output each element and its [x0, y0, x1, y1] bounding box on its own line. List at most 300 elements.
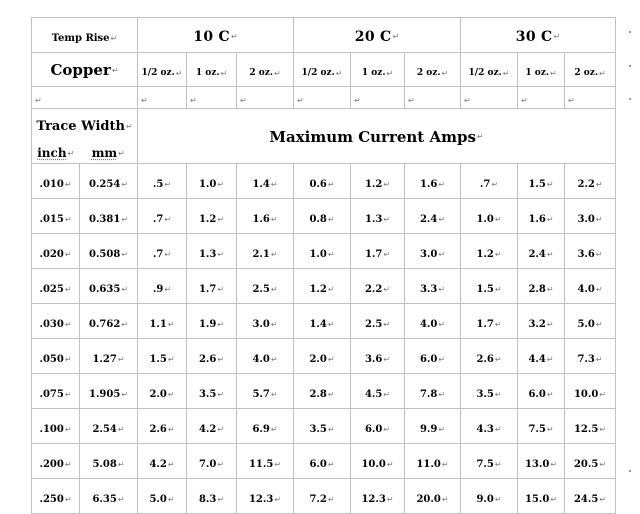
current-value-cell-text: 1.5 [528, 178, 546, 190]
current-value-cell[interactable] [405, 479, 461, 514]
current-value-cell[interactable] [351, 479, 405, 514]
paragraph-mark: ↵ [167, 459, 175, 469]
paragraph-mark: ↵ [217, 494, 225, 504]
current-value-cell[interactable] [237, 304, 294, 339]
paragraph-mark: ↵ [167, 494, 175, 504]
paragraph-mark: ↵ [327, 214, 335, 224]
current-value-cell-text: 10.0 [361, 458, 386, 470]
current-value-cell[interactable] [351, 444, 405, 479]
current-value-cell-text: 11.5 [248, 458, 274, 470]
current-value-cell[interactable] [351, 269, 405, 304]
current-value-cell[interactable] [187, 164, 237, 199]
paragraph-mark: ↵ [64, 319, 72, 329]
current-value-cell[interactable] [405, 409, 461, 444]
current-value-cell-text: 1.0 [309, 248, 327, 260]
current-value-cell[interactable] [138, 444, 187, 479]
current-value-cell[interactable] [518, 164, 565, 199]
table-row [32, 234, 616, 269]
temp-10c-cell[interactable] [138, 18, 294, 53]
current-value-cell[interactable] [461, 199, 518, 234]
current-value-cell[interactable] [518, 304, 565, 339]
paragraph-mark: ↵ [64, 459, 72, 469]
inch-cell[interactable] [32, 199, 80, 234]
inch-cell-text: .015 [39, 213, 64, 225]
max-current-label: Maximum Current Amps [269, 127, 476, 146]
current-value-cell[interactable] [351, 409, 405, 444]
current-value-cell-text: 4.0 [577, 283, 595, 295]
current-value-cell[interactable] [187, 234, 237, 269]
inch-cell[interactable] [32, 409, 80, 444]
mm-cell[interactable] [80, 199, 138, 234]
paragraph-mark: ↵ [383, 284, 391, 294]
current-value-cell[interactable] [237, 409, 294, 444]
paragraph-mark: ↵ [274, 459, 282, 469]
current-value-cell[interactable] [405, 269, 461, 304]
current-value-cell[interactable] [138, 479, 187, 514]
temp-10c-label: 10 C [193, 28, 230, 45]
current-value-cell[interactable] [187, 479, 237, 514]
blank-cell[interactable] [138, 87, 187, 109]
inch-cell-text: .100 [39, 423, 64, 435]
temp-30c-cell[interactable] [461, 18, 616, 53]
paragraph-mark: ↵ [441, 494, 449, 504]
temp-rise-label: Temp Rise [51, 32, 110, 44]
blank-cell[interactable] [518, 87, 565, 109]
current-value-cell-text: 1.4 [309, 318, 327, 330]
paragraph-mark: ↵ [392, 32, 400, 41]
weight-half-oz-col-3[interactable] [461, 53, 518, 87]
paragraph-mark: ↵ [383, 389, 391, 399]
current-value-cell[interactable] [461, 304, 518, 339]
current-value-cell[interactable] [565, 269, 616, 304]
inch-cell-text: .030 [39, 318, 64, 330]
weight-half-oz-col-2[interactable] [294, 53, 351, 87]
current-value-cell-text: 3.5 [309, 423, 327, 435]
paragraph-mark: ↵ [164, 214, 172, 224]
current-value-cell-text: 3.5 [476, 388, 494, 400]
paragraph-mark: ↵ [476, 132, 484, 141]
paragraph-mark: ↵ [550, 459, 558, 469]
table-row [32, 374, 616, 409]
current-value-cell-text: 5.0 [149, 493, 167, 505]
paragraph-mark: ↵ [121, 284, 129, 294]
current-value-cell[interactable] [294, 374, 351, 409]
current-value-cell[interactable] [138, 304, 187, 339]
paragraph-mark: ↵ [383, 424, 391, 434]
current-value-cell[interactable] [405, 234, 461, 269]
inch-cell[interactable] [32, 339, 80, 374]
inch-cell-text: .025 [39, 283, 64, 295]
table-row [32, 409, 616, 444]
current-value-cell[interactable] [565, 444, 616, 479]
mm-cell-text: 0.381 [88, 213, 121, 225]
current-value-cell[interactable] [518, 269, 565, 304]
mm-cell[interactable] [80, 444, 138, 479]
current-value-cell[interactable] [405, 339, 461, 374]
paragraph-mark: ↵ [327, 494, 335, 504]
paragraph-mark: ↵ [327, 319, 335, 329]
weight-one-oz-col-3-text: 1 oz. [525, 68, 549, 78]
inch-cell[interactable] [32, 374, 80, 409]
current-value-cell[interactable] [518, 234, 565, 269]
weight-two-oz-col-3[interactable] [565, 53, 616, 87]
current-value-cell[interactable] [565, 339, 616, 374]
paragraph-mark: ↵ [125, 122, 133, 131]
inch-cell[interactable] [32, 234, 80, 269]
current-value-cell[interactable] [518, 409, 565, 444]
inch-cell[interactable] [32, 479, 80, 514]
paragraph-mark: ↵ [167, 319, 175, 329]
paragraph-mark: ↵ [599, 389, 607, 399]
current-value-cell-text: .5 [152, 178, 164, 190]
current-value-cell-text: 1.7 [364, 248, 383, 260]
current-value-cell[interactable] [461, 444, 518, 479]
paragraph-mark: ↵ [270, 179, 278, 189]
current-value-cell[interactable] [138, 409, 187, 444]
current-value-cell[interactable] [351, 234, 405, 269]
current-value-cell-text: .7 [152, 248, 164, 260]
current-value-cell[interactable] [461, 374, 518, 409]
current-value-cell[interactable] [237, 479, 294, 514]
current-value-cell[interactable] [565, 479, 616, 514]
paragraph-mark: ↵ [64, 284, 72, 294]
current-value-cell[interactable] [237, 269, 294, 304]
current-value-cell[interactable] [187, 304, 237, 339]
paragraph-mark: ↵ [270, 249, 278, 259]
current-value-cell-text: 2.8 [309, 388, 327, 400]
current-value-cell[interactable] [237, 234, 294, 269]
paragraph-mark: ↵ [438, 179, 446, 189]
weight-two-oz-col-1[interactable] [237, 53, 294, 87]
mm-cell[interactable] [80, 304, 138, 339]
trace-width-label: Trace Width [36, 119, 125, 134]
paragraph-mark: ↵ [550, 494, 558, 504]
row-end-mark [629, 98, 631, 100]
blank-row [32, 87, 616, 109]
paragraph-mark: ↵ [438, 424, 446, 434]
mm-cell[interactable] [80, 374, 138, 409]
current-value-cell-text: 3.0 [252, 318, 270, 330]
current-value-cell[interactable] [294, 479, 351, 514]
current-value-cell-text: 2.4 [419, 213, 438, 225]
mm-cell[interactable] [80, 269, 138, 304]
paragraph-mark: ↵ [441, 459, 449, 469]
paragraph-mark: ↵ [327, 284, 335, 294]
current-value-cell[interactable] [138, 339, 187, 374]
current-value-cell[interactable] [565, 199, 616, 234]
current-value-cell-text: 2.5 [252, 283, 270, 295]
trace-width-cell[interactable] [32, 109, 138, 141]
paragraph-mark: ↵ [549, 68, 557, 78]
inch-cell[interactable] [32, 304, 80, 339]
current-value-cell-text: 0.6 [309, 178, 327, 190]
paragraph-mark: ↵ [546, 424, 554, 434]
mm-cell-text: 5.08 [92, 458, 117, 470]
current-value-cell[interactable] [461, 339, 518, 374]
paragraph-mark: ↵ [599, 494, 607, 504]
current-value-cell[interactable] [138, 374, 187, 409]
current-value-cell-text: 9.9 [419, 423, 438, 435]
blank-cell[interactable] [294, 87, 351, 109]
paragraph-mark: ↵ [438, 214, 446, 224]
current-value-cell[interactable] [237, 339, 294, 374]
copper-label: Copper [50, 61, 111, 79]
weight-one-oz-col-3[interactable] [518, 53, 565, 87]
paragraph-mark: ↵ [141, 96, 148, 105]
current-value-cell-text: .7 [152, 213, 164, 225]
weight-one-oz-col-1-text: 1 oz. [195, 68, 220, 78]
mm-label: mm [91, 146, 118, 160]
current-value-cell[interactable] [237, 164, 294, 199]
current-value-cell-text: 4.2 [198, 423, 217, 435]
paragraph-mark: ↵ [117, 424, 125, 434]
paragraph-mark: ↵ [408, 96, 415, 105]
paragraph-mark: ↵ [494, 494, 502, 504]
paragraph-mark: ↵ [217, 424, 225, 434]
current-value-cell[interactable] [237, 199, 294, 234]
mm-cell[interactable] [80, 409, 138, 444]
table-row [32, 199, 616, 234]
current-value-cell[interactable] [187, 339, 237, 374]
current-value-cell-text: 2.5 [364, 318, 383, 330]
current-value-cell-text: 0.8 [309, 213, 327, 225]
weight-one-oz-col-1[interactable] [187, 53, 237, 87]
inch-unit-cell[interactable] [32, 140, 80, 164]
current-value-cell[interactable] [565, 234, 616, 269]
paragraph-mark: ↵ [217, 214, 225, 224]
trace-width-current-table [31, 17, 616, 514]
paragraph-mark: ↵ [270, 319, 278, 329]
current-value-cell[interactable] [518, 444, 565, 479]
paragraph-mark: ↵ [595, 319, 603, 329]
paragraph-mark: ↵ [270, 424, 278, 434]
max-current-cell[interactable] [138, 109, 616, 164]
current-value-cell[interactable] [138, 269, 187, 304]
weight-half-oz-col-1-text: 1/2 oz. [141, 68, 175, 78]
current-value-cell[interactable] [294, 444, 351, 479]
current-value-cell-text: 4.0 [252, 353, 270, 365]
current-value-cell[interactable] [405, 444, 461, 479]
paragraph-mark: ↵ [273, 68, 281, 78]
current-value-cell[interactable] [518, 339, 565, 374]
paragraph-mark: ↵ [327, 424, 335, 434]
mm-cell-text: 6.35 [92, 493, 117, 505]
current-value-cell-text: 6.0 [309, 458, 327, 470]
weight-half-oz-col-1[interactable] [138, 53, 187, 87]
paragraph-mark: ↵ [546, 214, 554, 224]
current-value-cell[interactable] [294, 304, 351, 339]
current-value-cell[interactable] [187, 374, 237, 409]
blank-cell[interactable] [565, 87, 616, 109]
current-value-cell-text: 3.0 [419, 248, 438, 260]
paragraph-mark: ↵ [464, 96, 471, 105]
paragraph-mark: ↵ [274, 494, 282, 504]
current-value-cell-text: 7.3 [577, 353, 595, 365]
paragraph-mark: ↵ [494, 459, 502, 469]
mm-cell-text: 0.762 [88, 318, 121, 330]
mm-cell[interactable] [80, 479, 138, 514]
paragraph-mark: ↵ [220, 68, 228, 78]
current-value-cell[interactable] [237, 374, 294, 409]
mm-cell[interactable] [80, 339, 138, 374]
current-value-cell[interactable] [138, 234, 187, 269]
current-value-cell-text: 1.5 [476, 283, 494, 295]
inch-cell[interactable] [32, 269, 80, 304]
inch-cell[interactable] [32, 444, 80, 479]
current-value-cell[interactable] [405, 164, 461, 199]
paragraph-mark: ↵ [438, 319, 446, 329]
current-value-cell[interactable] [138, 164, 187, 199]
paragraph-mark: ↵ [494, 389, 502, 399]
paragraph-mark: ↵ [599, 424, 607, 434]
current-value-cell[interactable] [187, 269, 237, 304]
current-value-cell-text: 6.0 [528, 388, 546, 400]
current-value-cell[interactable] [461, 164, 518, 199]
current-value-cell[interactable] [138, 199, 187, 234]
current-value-cell-text: 20.0 [416, 493, 441, 505]
paragraph-mark: ↵ [121, 214, 129, 224]
paragraph-mark: ↵ [595, 249, 603, 259]
current-value-cell[interactable] [294, 409, 351, 444]
current-value-cell-text: 2.2 [577, 178, 595, 190]
current-value-cell-text: 1.0 [198, 178, 217, 190]
current-value-cell-text: 3.2 [528, 318, 546, 330]
row-end-mark [629, 65, 631, 67]
paragraph-mark: ↵ [383, 319, 391, 329]
temp-rise-cell[interactable] [32, 18, 138, 53]
paragraph-mark: ↵ [231, 32, 238, 41]
current-value-cell-text: 5.7 [252, 388, 270, 400]
paragraph-mark: ↵ [553, 32, 561, 41]
current-value-cell[interactable] [294, 339, 351, 374]
blank-cell[interactable] [461, 87, 518, 109]
current-value-cell[interactable] [187, 444, 237, 479]
paragraph-mark: ↵ [502, 68, 510, 78]
current-value-cell[interactable] [565, 304, 616, 339]
weight-half-oz-col-3-text: 1/2 oz. [468, 68, 502, 78]
current-value-cell-text: 12.3 [361, 493, 386, 505]
paragraph-mark: ↵ [383, 179, 391, 189]
paragraph-mark: ↵ [117, 494, 125, 504]
current-value-cell[interactable] [237, 444, 294, 479]
current-value-cell[interactable] [187, 199, 237, 234]
mm-cell[interactable] [80, 234, 138, 269]
blank-cell[interactable] [405, 87, 461, 109]
paragraph-mark: ↵ [386, 494, 394, 504]
current-value-cell[interactable] [405, 304, 461, 339]
current-value-cell-text: 4.5 [364, 388, 383, 400]
current-value-cell[interactable] [565, 164, 616, 199]
current-value-cell-text: 12.5 [573, 423, 599, 435]
current-value-cell[interactable] [405, 199, 461, 234]
paragraph-mark: ↵ [64, 214, 72, 224]
paragraph-mark: ↵ [438, 249, 446, 259]
blank-cell[interactable] [32, 87, 138, 109]
current-value-cell[interactable] [565, 409, 616, 444]
mm-cell-text: 0.635 [88, 283, 121, 295]
current-value-cell[interactable] [461, 479, 518, 514]
paragraph-mark: ↵ [438, 284, 446, 294]
current-value-cell[interactable] [351, 304, 405, 339]
paragraph-mark: ↵ [327, 389, 335, 399]
paragraph-mark: ↵ [64, 389, 72, 399]
current-value-cell[interactable] [518, 374, 565, 409]
paragraph-mark: ↵ [494, 424, 502, 434]
current-value-cell[interactable] [461, 269, 518, 304]
paragraph-mark: ↵ [110, 33, 118, 43]
mm-cell[interactable] [80, 164, 138, 199]
current-value-cell[interactable] [461, 234, 518, 269]
blank-cell[interactable] [351, 87, 405, 109]
current-value-cell[interactable] [294, 164, 351, 199]
current-value-cell-text: 12.3 [248, 493, 274, 505]
paragraph-mark: ↵ [494, 214, 502, 224]
paragraph-mark: ↵ [599, 459, 607, 469]
weight-two-oz-col-2[interactable] [405, 53, 461, 87]
paragraph-mark: ↵ [167, 424, 175, 434]
blank-cell[interactable] [237, 87, 294, 109]
current-value-cell[interactable] [351, 339, 405, 374]
current-value-cell-text: 7.8 [419, 388, 438, 400]
current-value-cell[interactable] [461, 409, 518, 444]
weight-one-oz-col-2[interactable] [351, 53, 405, 87]
blank-cell[interactable] [187, 87, 237, 109]
current-value-cell[interactable] [565, 374, 616, 409]
paragraph-mark: ↵ [546, 249, 554, 259]
current-value-cell[interactable] [294, 199, 351, 234]
current-value-cell[interactable] [518, 199, 565, 234]
table-row [32, 269, 616, 304]
paragraph-mark: ↵ [240, 96, 247, 105]
current-value-cell-text: 1.9 [198, 318, 217, 330]
paragraph-mark: ↵ [164, 179, 172, 189]
current-value-cell[interactable] [351, 164, 405, 199]
current-value-cell-text: 15.0 [524, 493, 550, 505]
current-value-cell[interactable] [187, 409, 237, 444]
current-value-cell[interactable] [294, 269, 351, 304]
copper-cell[interactable] [32, 53, 138, 87]
current-value-cell[interactable] [294, 234, 351, 269]
current-value-cell[interactable] [351, 374, 405, 409]
current-value-cell[interactable] [405, 374, 461, 409]
inch-cell-text: .075 [39, 388, 64, 400]
mm-unit-cell[interactable] [80, 140, 138, 164]
paragraph-mark: ↵ [327, 459, 335, 469]
paragraph-mark: ↵ [217, 319, 225, 329]
current-value-cell[interactable] [518, 479, 565, 514]
paragraph-mark: ↵ [217, 389, 225, 399]
current-value-cell-text: 4.3 [476, 423, 494, 435]
current-value-cell-text: 2.2 [364, 283, 383, 295]
current-value-cell-text: 1.5 [149, 353, 167, 365]
current-value-cell[interactable] [351, 199, 405, 234]
paragraph-mark: ↵ [270, 354, 278, 364]
temp-20c-label: 20 C [354, 28, 392, 45]
temp-20c-cell[interactable] [294, 18, 461, 53]
mm-cell-text: 0.254 [88, 178, 121, 190]
current-value-cell-text: 6.0 [419, 353, 438, 365]
current-value-cell-text: 7.5 [528, 423, 546, 435]
paragraph-mark: ↵ [494, 319, 502, 329]
paragraph-mark: ↵ [354, 96, 361, 105]
paragraph-mark: ↵ [217, 284, 225, 294]
paragraph-mark: ↵ [121, 319, 129, 329]
inch-cell[interactable] [32, 164, 80, 199]
copper-weight-row [32, 53, 616, 87]
current-value-cell-text: 3.6 [577, 248, 595, 260]
current-value-cell-text: 2.6 [149, 423, 167, 435]
current-value-cell-text: 1.7 [476, 318, 494, 330]
